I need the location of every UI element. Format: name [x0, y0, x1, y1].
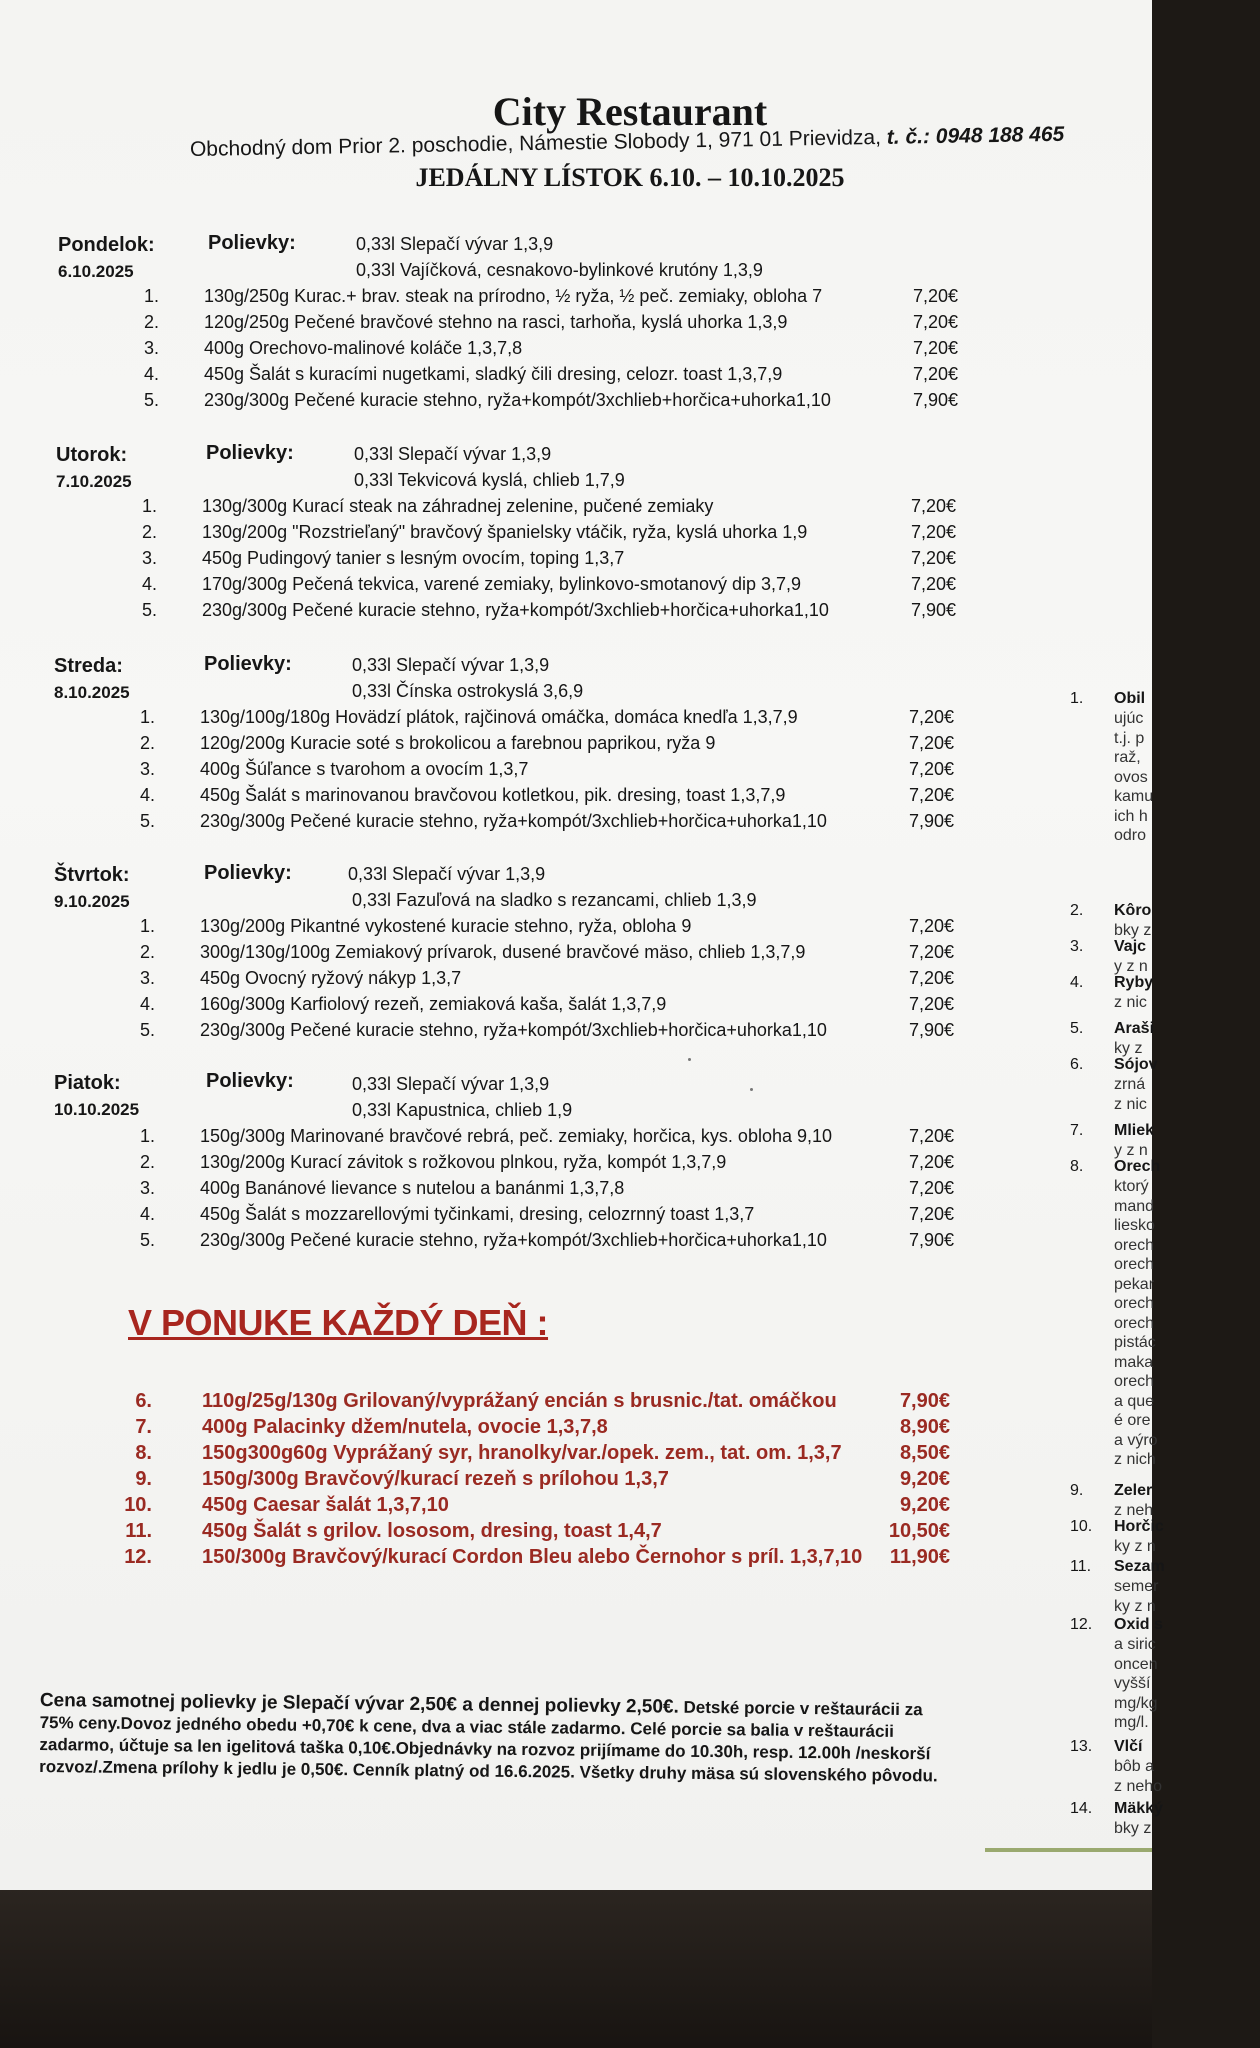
- allergen-detail-line: y z n: [1114, 958, 1148, 975]
- soup-item: 0,33l Vajíčková, cesnakovo-bylinkové krutóny 1,3,9: [356, 260, 763, 280]
- soup-item: 0,33l Fazuľová na sladko s rezancami, chlieb 1,3,9: [352, 890, 757, 910]
- meal-number: 1.: [140, 1126, 156, 1146]
- meal-description: 450g Šalát s mozzarellovými tyčinkami, dresing, celozrnný toast 1,3,7: [200, 1204, 755, 1224]
- meal-number: 1.: [140, 916, 156, 936]
- meal-description: 300g/130g/100g Zemiakový prívarok, dusené bravčové mäso, chlieb 1,3,7,9: [200, 942, 806, 962]
- daily-item: [110, 1468, 950, 1496]
- allergen-number: 14.: [1070, 1800, 1093, 1817]
- meal-number: 3.: [140, 759, 156, 779]
- meal-description: 120g/200g Kuracie soté s brokolicou a farebnou paprikou, ryža 9: [200, 733, 716, 753]
- daily-item-price: 8,50€: [899, 1442, 950, 1464]
- allergen-detail-line: semer: [1114, 1578, 1159, 1595]
- allergen-detail-line: bôb a: [1114, 1758, 1155, 1775]
- meal-price: 7,20€: [908, 759, 954, 779]
- meal-price: 7,20€: [910, 496, 956, 516]
- meal-price: 7,20€: [910, 574, 956, 594]
- allergen-number: 11.: [1070, 1558, 1092, 1575]
- allergen-detail-line: raž,: [1114, 749, 1141, 766]
- meal-price: 7,20€: [908, 707, 954, 727]
- day-name: Utorok:: [56, 444, 128, 466]
- daily-item-price: 9,20€: [899, 1468, 950, 1490]
- allergen-title: Zeler: [1114, 1482, 1153, 1499]
- phone-label: t. č.:: [886, 125, 931, 149]
- allergen-title: Kôro: [1114, 902, 1152, 919]
- daily-item-price: 9,20€: [899, 1494, 950, 1516]
- allergen-detail-line: oncen: [1114, 1655, 1158, 1673]
- meal-number: 4.: [140, 785, 156, 805]
- allergen-number: 5.: [1070, 1020, 1084, 1037]
- meal-number: 3.: [144, 338, 160, 358]
- meal-number: 2.: [142, 522, 158, 542]
- meal-number: 2.: [140, 942, 156, 962]
- meal-price: 7,90€: [908, 1020, 954, 1040]
- allergen-number: 3.: [1070, 938, 1084, 955]
- allergen-number: 7.: [1070, 1122, 1084, 1139]
- allergen-detail-line: orech: [1114, 1295, 1155, 1312]
- daily-item-description: 150g300g60g Vyprážaný syr, hranolky/var./opek. zem., tat. om. 1,3,7: [202, 1442, 842, 1464]
- allergen-detail-line: kamu: [1114, 788, 1154, 805]
- menu-subtitle: JEDÁLNY LÍSTOK 6.10. – 10.10.2025: [415, 163, 845, 192]
- meal-row: [56, 574, 956, 598]
- daily-item-description: 150g/300g Bravčový/kurací rezeň s prílohou 1,3,7: [202, 1468, 669, 1490]
- meal-description: 450g Šalát s kuracími nugetkami, sladký čili dresing, celozr. toast 1,3,7,9: [204, 364, 783, 384]
- meal-price: 7,90€: [910, 600, 956, 620]
- soup-item: 0,33l Slepačí vývar 1,3,9: [354, 444, 552, 464]
- allergen-title: Vlčí: [1114, 1738, 1143, 1755]
- allergen-detail-line: ujúc: [1114, 710, 1144, 727]
- day-tuesday: [56, 444, 1056, 654]
- day-friday: [54, 1072, 1054, 1282]
- allergen-detail-line: z neho: [1114, 1777, 1163, 1795]
- meal-price: 7,90€: [912, 390, 958, 410]
- allergen-detail-line: orech: [1114, 1236, 1155, 1254]
- allergen-detail-line: a siric: [1114, 1636, 1156, 1653]
- allergen-detail-line: maka: [1114, 1353, 1154, 1371]
- soup-item: 0,33l Kapustnica, chlieb 1,9: [352, 1100, 573, 1120]
- meal-description: 130g/200g Kurací závitok s rožkovou plnkou, ryža, kompót 1,3,7,9: [200, 1152, 727, 1172]
- meal-price: 7,20€: [908, 1204, 954, 1224]
- daily-item-price: 11,90€: [889, 1546, 950, 1568]
- soup-label: Polievky:: [204, 862, 292, 884]
- day-date: 8.10.2025: [54, 683, 130, 702]
- allergen-detail-line: zrná: [1114, 1076, 1146, 1093]
- meal-price: 7,20€: [912, 338, 958, 358]
- meal-row: [58, 364, 958, 388]
- meal-number: 2.: [140, 733, 156, 753]
- meal-row: [58, 338, 958, 362]
- allergen-detail-line: vyšší: [1114, 1675, 1151, 1692]
- meal-description: 130g/200g Pikantné vykostené kuracie stehno, ryža, obloha 9: [200, 916, 692, 936]
- allergen-detail-line: pistác: [1114, 1334, 1156, 1351]
- meal-number: 1.: [140, 707, 156, 727]
- meal-row: [54, 994, 954, 1018]
- meal-description: 400g Banánové lievance s nutelou a banánmi 1,3,7,8: [200, 1178, 625, 1198]
- allergen-number: 8.: [1070, 1158, 1084, 1175]
- allergen-detail-line: y z n: [1114, 1142, 1148, 1159]
- allergen-detail-line: bky z: [1114, 1820, 1152, 1837]
- allergen-detail-line: orech: [1114, 1256, 1155, 1273]
- meal-row: [54, 942, 954, 966]
- meal-description: 230g/300g Pečené kuracie stehno, ryža+kompót/3xchlieb+horčica+uhorka1,10: [200, 1020, 827, 1040]
- meal-price: 7,20€: [912, 286, 958, 306]
- meal-price: 7,90€: [908, 811, 954, 831]
- allergen-number: 1.: [1070, 690, 1084, 707]
- divider-line: [985, 1848, 1152, 1852]
- daily-item-price: 8,90€: [899, 1416, 950, 1438]
- meal-number: 4.: [144, 364, 160, 384]
- allergen-detail-line: a que: [1114, 1392, 1155, 1410]
- meal-row: [54, 1020, 954, 1044]
- allergen-detail-line: mg/l.: [1114, 1714, 1149, 1731]
- allergen-title: Vajc: [1114, 938, 1147, 955]
- meal-price: 7,90€: [908, 1230, 954, 1250]
- allergen-title: Obil: [1114, 690, 1146, 707]
- meal-number: 2.: [140, 1152, 156, 1172]
- soup-item: 0,33l Slepačí vývar 1,3,9: [348, 864, 546, 884]
- allergen-number: 2.: [1070, 902, 1084, 919]
- meal-number: 5.: [142, 600, 158, 620]
- allergen-detail-line: bky z: [1114, 922, 1152, 939]
- allergen-number: 4.: [1070, 974, 1084, 991]
- meal-price: 7,20€: [908, 968, 954, 988]
- daily-item-description: 150/300g Bravčový/kurací Cordon Bleu alebo Černohor s príl. 1,3,7,10: [202, 1546, 863, 1568]
- meal-row: [54, 785, 954, 809]
- meal-price: 7,20€: [908, 994, 954, 1014]
- meal-row: [54, 968, 954, 992]
- daily-item-price: 7,90€: [899, 1390, 950, 1412]
- meal-number: 1.: [144, 286, 160, 306]
- daily-item-description: 110g/25g/130g Grilovaný/vyprážaný encián s brusnic./tat. omáčkou: [202, 1390, 837, 1412]
- phone-number: 0948 188 465: [935, 122, 1065, 148]
- allergen-detail-line: ktorý: [1114, 1178, 1149, 1195]
- allergen-title: Sezam: [1114, 1558, 1165, 1575]
- meal-row: [54, 1204, 954, 1228]
- daily-item-number: 12.: [124, 1546, 152, 1568]
- soup-label: Polievky:: [204, 653, 292, 675]
- soup-item: 0,33l Slepačí vývar 1,3,9: [352, 655, 550, 675]
- allergen-title: Orech: [1114, 1158, 1161, 1175]
- allergen-detail-line: pekar: [1114, 1275, 1155, 1293]
- meal-description: 230g/300g Pečené kuracie stehno, ryža+kompót/3xchlieb+horčica+uhorka1,10: [202, 600, 829, 620]
- meal-number: 3.: [140, 1178, 156, 1198]
- allergen-detail-line: z nic: [1114, 1095, 1147, 1113]
- allergen-title: Ryby: [1114, 974, 1154, 991]
- allergen-number: 10.: [1070, 1518, 1093, 1535]
- soup-item: 0,33l Slepačí vývar 1,3,9: [352, 1074, 550, 1094]
- daily-item-number: 7.: [135, 1416, 152, 1438]
- daily-item: [110, 1390, 950, 1418]
- meal-row: [54, 811, 954, 835]
- meal-row: [54, 759, 954, 783]
- meal-number: 5.: [140, 1020, 156, 1040]
- allergen-detail-line: z neh: [1114, 1502, 1154, 1519]
- meal-description: 160g/300g Karfiolový rezeň, zemiaková kaša, šalát 1,3,7,9: [200, 994, 667, 1014]
- meal-row: [56, 522, 956, 546]
- soup-item: 0,33l Slepačí vývar 1,3,9: [356, 234, 554, 254]
- day-name: Pondelok:: [58, 234, 155, 256]
- paper-speck: [750, 1088, 753, 1091]
- allergen-detail-line: z nic: [1114, 994, 1147, 1011]
- restaurant-title: City Restaurant: [492, 89, 768, 134]
- paper-speck: [688, 1058, 691, 1061]
- meal-description: 450g Šalát s marinovanou bravčovou kotletkou, pik. dresing, toast 1,3,7,9: [200, 785, 786, 805]
- meal-number: 3.: [142, 548, 158, 568]
- address-text: Obchodný dom Prior 2. poschodie, Námestie Slobody 1, 971 01 Prievidza,: [189, 125, 882, 161]
- allergen-detail-line: a výro: [1114, 1431, 1158, 1449]
- allergen-title: Horčic: [1114, 1518, 1164, 1535]
- meal-description: 130g/100g/180g Hovädzí plátok, rajčinová omáčka, domáca knedľa 1,3,7,9: [200, 707, 798, 727]
- allergen-detail-line: z nich: [1114, 1451, 1156, 1468]
- daily-item: [110, 1416, 950, 1444]
- meal-row: [54, 916, 954, 940]
- allergen-title: Mliek: [1114, 1122, 1155, 1139]
- meal-row: [56, 496, 956, 520]
- meal-row: [54, 1152, 954, 1176]
- meal-description: 120g/250g Pečené bravčové stehno na rasci, tarhoňa, kyslá uhorka 1,3,9: [204, 312, 788, 332]
- meal-row: [56, 548, 956, 572]
- meal-number: 3.: [140, 968, 156, 988]
- meal-number: 4.: [142, 574, 158, 594]
- meal-price: 7,20€: [908, 733, 954, 753]
- meal-number: 5.: [140, 811, 156, 831]
- meal-price: 7,20€: [912, 364, 958, 384]
- daily-item-number: 8.: [135, 1442, 152, 1464]
- meal-row: [56, 600, 956, 624]
- meal-description: 170g/300g Pečená tekvica, varené zemiaky, bylinkovo-smotanový dip 3,7,9: [202, 574, 802, 594]
- allergen-detail-line: ky z: [1114, 1040, 1143, 1057]
- allergen-detail-line: mg/kg: [1114, 1694, 1158, 1712]
- allergen-number: 12.: [1070, 1616, 1093, 1633]
- meal-number: 5.: [144, 390, 160, 410]
- allergen-title: Mäkký: [1114, 1800, 1163, 1817]
- meal-description: 230g/300g Pečené kuracie stehno, ryža+kompót/3xchlieb+horčica+uhorka1,10: [200, 1230, 827, 1250]
- meal-price: 7,20€: [912, 312, 958, 332]
- day-name: Štvrtok:: [54, 864, 130, 886]
- daily-item-description: 450g Caesar šalát 1,3,7,10: [202, 1494, 449, 1516]
- meal-price: 7,20€: [908, 1126, 954, 1146]
- day-date: 10.10.2025: [54, 1100, 140, 1119]
- day-name: Piatok:: [54, 1072, 121, 1094]
- meal-row: [58, 312, 958, 336]
- allergen-detail-line: mand: [1114, 1197, 1155, 1215]
- daily-item: [110, 1442, 950, 1470]
- meal-row: [54, 1230, 954, 1254]
- meal-price: 7,20€: [908, 1178, 954, 1198]
- allergen-detail-line: ky z n: [1114, 1597, 1156, 1615]
- daily-item-price: 10,50€: [888, 1520, 950, 1542]
- day-wednesday: [54, 655, 1054, 865]
- meal-description: 150g/300g Marinované bravčové rebrá, peč. zemiaky, horčica, kys. obloha 9,10: [200, 1126, 833, 1146]
- price-footnote: [39, 1690, 960, 1788]
- meal-description: 130g/200g "Rozstrieľaný" bravčový španielsky vtáčik, ryža, kyslá uhorka 1,9: [202, 522, 808, 542]
- meal-number: 2.: [144, 312, 160, 332]
- daily-item-number: 6.: [135, 1390, 152, 1412]
- daily-item-number: 9.: [135, 1468, 152, 1490]
- meal-row: [58, 286, 958, 310]
- allergen-detail-line: orech: [1114, 1314, 1155, 1332]
- table-surface: [0, 1890, 1152, 2048]
- meal-price: 7,20€: [908, 942, 954, 962]
- allergen-detail-line: ovos: [1114, 768, 1148, 786]
- meal-number: 5.: [140, 1230, 156, 1250]
- footnote-text: Detské porcie v reštaurácii za 75% ceny.Dovoz jedného obedu +0,70€ k cene, dva a viac stále zadarmo. Celé porcie sa balia v reštaurácii zadarmo, účtuje sa len igelitová taška 0,10€.Objednávky na rozvoz prijímame do 10.30h, resp. 12.00h /neskorší rozvoz/.Zmena prílohy k jedlu je 0,50€. Cenník platný od 16.6.2025. Všetky druhy mäsa sú slovenského pôvodu.: [39, 1697, 938, 1786]
- allergen-number: 13.: [1070, 1738, 1093, 1755]
- meal-number: 4.: [140, 1204, 156, 1224]
- meal-row: [54, 1178, 954, 1202]
- allergen-detail-line: t.j. p: [1114, 729, 1145, 747]
- meal-description: 400g Šúľance s tvarohom a ovocím 1,3,7: [200, 759, 529, 779]
- meal-description: 450g Pudingový tanier s lesným ovocím, toping 1,3,7: [202, 548, 625, 568]
- soup-label: Polievky:: [206, 1070, 294, 1092]
- allergen-title: Sójov: [1114, 1056, 1158, 1073]
- meal-price: 7,20€: [908, 785, 954, 805]
- allergen-number: 9.: [1070, 1482, 1084, 1499]
- soup-label: Polievky:: [206, 442, 294, 464]
- meal-row: [54, 733, 954, 757]
- meal-row: [54, 1126, 954, 1150]
- meal-description: 230g/300g Pečené kuracie stehno, ryža+kompót/3xchlieb+horčica+uhorka1,10: [204, 390, 831, 410]
- meal-row: [58, 390, 958, 414]
- allergen-detail-line: orech: [1114, 1373, 1155, 1390]
- allergen-detail-line: ky z n: [1114, 1538, 1156, 1555]
- meal-description: 400g Orechovo-malinové koláče 1,3,7,8: [204, 338, 523, 358]
- allergen-detail-line: é ore: [1114, 1412, 1151, 1429]
- day-monday: [58, 234, 1058, 444]
- meal-price: 7,20€: [908, 916, 954, 936]
- day-thursday: [54, 864, 1054, 1074]
- daily-offer-heading: V PONUKE KAŽDÝ DEŇ :: [128, 1302, 549, 1343]
- soup-item: 0,33l Čínska ostrokyslá 3,6,9: [352, 681, 584, 701]
- meal-price: 7,20€: [908, 1152, 954, 1172]
- daily-item: [110, 1494, 950, 1522]
- daily-item: [110, 1520, 950, 1548]
- day-date: 6.10.2025: [58, 262, 134, 281]
- meal-price: 7,20€: [910, 548, 956, 568]
- meal-number: 4.: [140, 994, 156, 1014]
- meal-description: 230g/300g Pečené kuracie stehno, ryža+kompót/3xchlieb+horčica+uhorka1,10: [200, 811, 827, 831]
- allergen-title: Araši: [1114, 1020, 1155, 1037]
- meal-price: 7,20€: [910, 522, 956, 542]
- meal-description: 450g Ovocný ryžový nákyp 1,3,7: [200, 968, 462, 988]
- daily-item-number: 11.: [125, 1520, 152, 1542]
- allergen-detail-line: liesko: [1114, 1217, 1155, 1234]
- daily-item-number: 10.: [124, 1494, 152, 1516]
- day-date: 9.10.2025: [54, 892, 130, 911]
- allergen-detail-line: ich h: [1114, 807, 1148, 825]
- day-name: Streda:: [54, 655, 123, 677]
- meal-description: 130g/250g Kurac.+ brav. steak na prírodno, ½ ryža, ½ peč. zemiaky, obloha 7: [204, 286, 823, 306]
- allergen-title: Oxid s: [1114, 1616, 1163, 1633]
- daily-item-description: 400g Palacinky džem/nutela, ovocie 1,3,7,8: [202, 1416, 608, 1438]
- meal-description: 130g/300g Kurací steak na záhradnej zelenine, pučené zemiaky: [202, 496, 714, 516]
- footnote-lead: Cena samotnej polievky je Slepačí vývar 2,50€ a dennej polievky 2,50€.: [39, 1690, 679, 1718]
- daily-item: [110, 1546, 950, 1574]
- soup-item: 0,33l Tekvicová kyslá, chlieb 1,7,9: [354, 470, 625, 490]
- meal-number: 1.: [142, 496, 158, 516]
- allergen-number: 6.: [1070, 1056, 1084, 1073]
- meal-row: [54, 707, 954, 731]
- daily-item-description: 450g Šalát s grilov. lososom, dresing, toast 1,4,7: [202, 1520, 662, 1542]
- soup-label: Polievky:: [208, 232, 296, 254]
- day-date: 7.10.2025: [56, 472, 132, 491]
- allergen-detail-line: odro: [1114, 827, 1147, 844]
